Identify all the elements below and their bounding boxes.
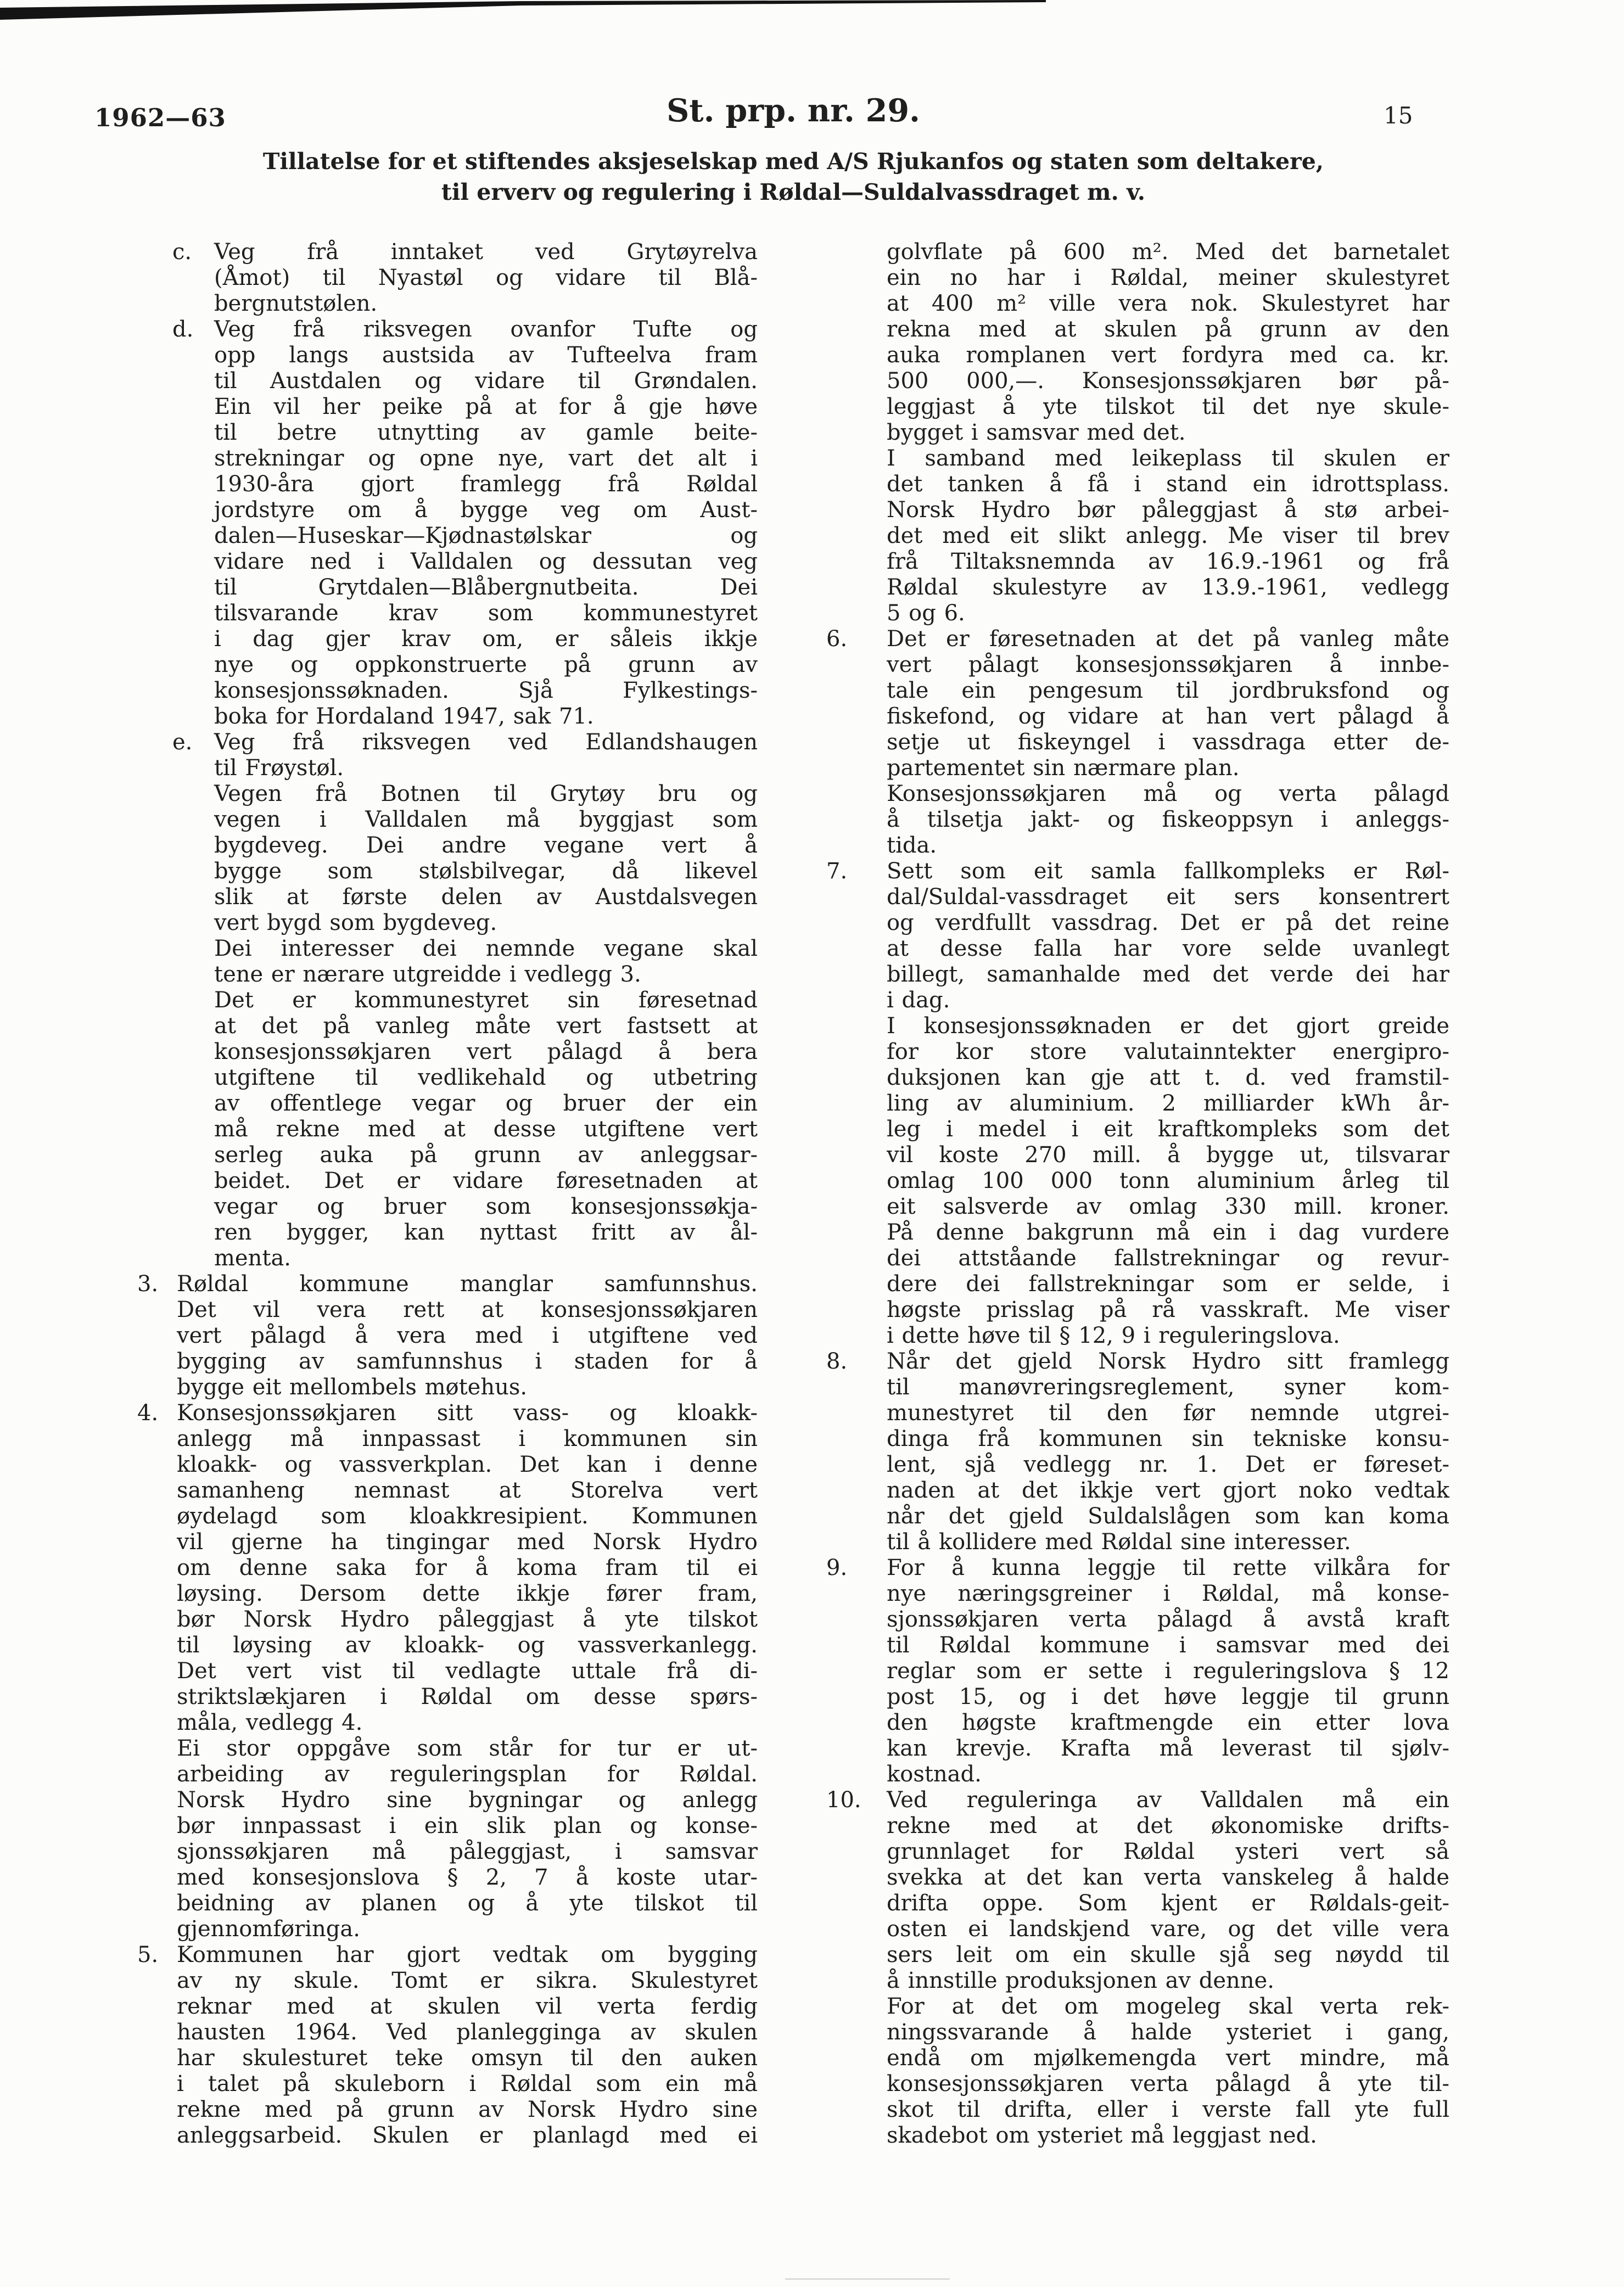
text-line: det tanken å få i stand ein idrottsplass. (887, 472, 1449, 497)
text-line: måla, vedlegg 4. (177, 1710, 363, 1735)
paragraph (214, 317, 758, 730)
item-marker: 10. (826, 1787, 861, 1813)
list-item (137, 317, 758, 730)
text-line: den høgste kraftmengde ein etter lova (887, 1710, 1449, 1735)
text-line: lent, sjå vedlegg nr. 1. Det er føreset- (887, 1452, 1449, 1477)
text-line: auka romplanen vert fordyra med ca. kr. (887, 343, 1449, 368)
text-line: osten ei landskjend vare, og det ville vera (887, 1916, 1449, 1942)
item-marker: d. (172, 317, 194, 342)
text-line: slik at første delen av Austdalsvegen (214, 884, 758, 910)
text-line: anlegg må innpassast i kommunen sin (177, 1426, 758, 1451)
text-line: Røldal skulestyre av 13.9.-1961, vedlegg (887, 575, 1449, 600)
text-line: Konsesjonssøkjaren sitt vass- og kloakk- (177, 1400, 758, 1426)
text-line: anleggsarbeid. Skulen er planlagd med ei (177, 2123, 758, 2148)
text-line: kostnad. (887, 1762, 982, 1787)
text-line: nye og oppkonstruerte på grunn av (214, 652, 758, 677)
paragraph (177, 1400, 758, 1736)
text-line: må rekne med at desse utgiftene vert (214, 1117, 758, 1142)
text-line: konsesjonssøkjaren verta pålagd å yte til- (887, 2071, 1449, 2097)
subtitle-line: til erverv og regulering i Røldal—Suldalvassdraget m. v. (441, 179, 1146, 205)
text-line: vil koste 270 mill. å bygge ut, tilsvarar (887, 1142, 1449, 1168)
text-line: tene er nærare utgreidde i vedlegg 3. (214, 962, 641, 987)
paragraph (887, 1013, 1449, 1349)
text-line: til manøvreringsreglement, syner kom- (887, 1375, 1449, 1400)
text-line: Veg frå riksvegen ved Edlandshaugen (214, 730, 758, 755)
text-line: dinga frå kommunen sin tekniske konsu- (887, 1426, 1449, 1451)
text-line: og verdfullt vassdrag. Det er på det reine (887, 910, 1449, 935)
item-marker: 4. (137, 1400, 159, 1426)
paragraph (214, 730, 758, 781)
text-line: av offentlege vegar og bruer der ein (214, 1091, 758, 1116)
text-line: 500 000,—. Konsesjonssøkjaren bør på- (887, 368, 1449, 394)
list-item (137, 1271, 758, 1400)
text-line: endå om mjølkemengda vert mindre, må (887, 2045, 1449, 2071)
text-line: menta. (214, 1246, 291, 1271)
text-line: opp langs austsida av Tufteelva fram (214, 343, 758, 368)
paragraph (214, 988, 758, 1271)
text-line: dal/Suldal-vassdraget eit sers konsentrert (887, 884, 1449, 910)
text-line: bygdeveg. Dei andre vegane vert å (214, 833, 758, 858)
text-line: sjonssøkjaren verta pålagd å avstå kraft (887, 1607, 1449, 1632)
text-line: konsesjonssøkjaren vert pålagd å bera (214, 1039, 758, 1064)
text-line: På denne bakgrunn må ein i dag vurdere (887, 1220, 1449, 1245)
text-line: Ved reguleringa av Valldalen må ein (887, 1787, 1449, 1813)
item-marker: 9. (826, 1555, 848, 1580)
text-line: til løysing av kloakk- og vassverkanlegg. (177, 1633, 758, 1658)
text-line: Det er kommunestyret sin føresetnad (214, 988, 758, 1013)
text-line: boka for Hordaland 1947, sak 71. (214, 704, 594, 729)
list-item (826, 626, 1449, 859)
text-line: bergnutstølen. (214, 291, 378, 316)
text-line: vil gjerne ha tingingar med Norsk Hydro (177, 1529, 758, 1555)
text-line: samanheng nemnast at Storelva vert (177, 1478, 758, 1503)
text-line: utgiftene til vedlikehald og utbetring (214, 1065, 758, 1090)
paragraph (214, 239, 758, 317)
list-item (826, 1555, 1449, 1787)
text-line: Det vert vist til vedlagte uttale frå di- (177, 1658, 758, 1684)
text-line: for kor store valutainntekter energipro- (887, 1039, 1449, 1064)
text-line: til Røldal kommune i samsvar med dei (887, 1633, 1449, 1658)
paragraph (887, 239, 1449, 446)
text-line: I samband med leikeplass til skulen er (887, 446, 1449, 471)
text-line: bør innpassast i ein slik plan og konse- (177, 1813, 758, 1838)
text-column-left (137, 239, 758, 2149)
text-line: i dette høve til § 12, 9 i reguleringslova. (887, 1323, 1340, 1348)
text-line: grunnlaget for Røldal ysteri vert så (887, 1839, 1449, 1864)
text-line: eit salsverde av omlag 330 mill. kroner. (887, 1194, 1449, 1219)
text-line: i dag. (887, 988, 950, 1013)
text-line: partementet sin nærmare plan. (887, 755, 1240, 781)
paragraph (887, 626, 1449, 781)
text-line: 5 og 6. (887, 601, 965, 626)
item-marker: 6. (826, 626, 848, 652)
item-marker: e. (172, 730, 193, 755)
list-item (826, 1787, 1449, 2149)
text-line: ling av aluminium. 2 milliarder kWh år- (887, 1091, 1449, 1116)
text-line: vegar og bruer som konsesjonssøkja- (214, 1194, 758, 1219)
text-line: setje ut fiskeyngel i vassdraga etter de- (887, 730, 1449, 755)
list-item (826, 1349, 1449, 1555)
text-line: I konsesjonssøknaden er det gjort greide (887, 1013, 1449, 1039)
text-line: at det på vanleg måte vert fastsett at (214, 1013, 758, 1039)
text-line: sers leit om ein skulle sjå seg nøydd til (887, 1942, 1449, 1968)
text-line: tale ein pengesum til jordbruksfond og (887, 678, 1449, 703)
scan-artifact-bottom (785, 2278, 950, 2280)
document-title: St. prp. nr. 29. (667, 92, 920, 129)
text-line: når det gjeld Suldalslågen som kan koma (887, 1504, 1449, 1529)
text-line: at 400 m² ville vera nok. Skulestyret har (887, 291, 1449, 316)
text-line: bygging av samfunnshus i staden for å (177, 1349, 758, 1374)
text-line: leg i medel i eit kraftkompleks som det (887, 1117, 1449, 1142)
text-line: drifta oppe. Som kjent er Røldals-geit- (887, 1891, 1449, 1916)
subtitle-line: Tillatelse for et stiftendes aksjeselskap med A/S Rjukanfos og staten som deltakere, (262, 148, 1324, 175)
text-line: vert bygd som bygdeveg. (214, 910, 497, 935)
text-line: hausten 1964. Ved planlegginga av skulen (177, 2020, 758, 2045)
text-line: fiskefond, og vidare at han vert pålagd å (887, 704, 1449, 729)
text-line: å tilsetja jakt- og fiskeoppsyn i anleggs- (887, 807, 1449, 832)
text-line: at desse falla har vore selde uvanlegt (887, 936, 1449, 961)
item-marker: 5. (137, 1942, 159, 1968)
text-line: om denne saka for å koma fram til ei (177, 1555, 758, 1580)
text-line: jordstyre om å bygge veg om Aust- (214, 497, 758, 523)
text-line: Ei stor oppgåve som står for tur er ut- (177, 1736, 758, 1761)
paragraph (887, 781, 1449, 859)
text-line: dere dei fallstrekningar som er selde, i (887, 1271, 1449, 1297)
paragraph (887, 1994, 1449, 2149)
text-line: billegt, samanhalde med det verde dei har (887, 962, 1449, 987)
text-line: til å kollidere med Røldal sine interesser. (887, 1529, 1351, 1555)
paragraph (214, 781, 758, 936)
text-line: Veg frå riksvegen ovanfor Tufte og (214, 317, 758, 342)
item-marker: 7. (826, 859, 848, 884)
text-line: ren bygger, kan nyttast fritt av ål- (214, 1220, 758, 1245)
text-line: konsesjonssøknaden. Sjå Fylkestings- (214, 678, 758, 703)
text-line: beidning av planen og å yte tilskot til (177, 1891, 758, 1916)
text-line: leggjast å yte tilskot til det nye skule- (887, 394, 1449, 419)
text-line: strekningar og opne nye, vart det alt i (214, 446, 758, 471)
list-item (137, 1400, 758, 1942)
text-line: 1930-åra gjort framlegg frå Røldal (214, 472, 758, 497)
scan-artifact-top (0, 0, 1049, 22)
text-line: frå Tiltaksnemnda av 16.9.-1961 og frå (887, 549, 1449, 574)
text-line: serleg auka på grunn av anleggsar- (214, 1142, 758, 1168)
list-item (826, 859, 1449, 1349)
text-line: beidet. Det er vidare føresetnaden at (214, 1168, 758, 1193)
text-line: naden at det ikkje vert gjort noko vedtak (887, 1478, 1449, 1503)
text-line: munestyret til den før nemnde utgrei- (887, 1400, 1449, 1426)
text-line: reglar som er sette i reguleringslova § 12 (887, 1658, 1449, 1684)
text-line: omlag 100 000 tonn aluminium årleg til (887, 1168, 1449, 1193)
text-line: dei attståande fallstrekningar og revur- (887, 1246, 1449, 1271)
text-line: tilsvarande krav som kommunestyret (214, 601, 758, 626)
text-line: ningssvarande å halde ysteriet i gang, (887, 2020, 1449, 2045)
text-line: svekka at det kan verta vanskeleg å halde (887, 1865, 1449, 1890)
session-label: 1962—63 (94, 103, 226, 132)
document-subtitle (211, 146, 1375, 208)
paragraph (887, 859, 1449, 1013)
text-line: løysing. Dersom dette ikkje fører fram, (177, 1581, 758, 1606)
list-item (826, 239, 1449, 626)
text-line: Når det gjeld Norsk Hydro sitt framlegg (887, 1349, 1449, 1374)
text-line: Sett som eit samla fallkompleks er Røl- (887, 859, 1449, 884)
text-line: til Frøystøl. (214, 755, 344, 781)
list-item (137, 1942, 758, 2149)
text-line: (Åmot) til Nyastøl og vidare til Blå- (214, 265, 758, 290)
text-line: i talet på skuleborn i Røldal som ein må (177, 2071, 758, 2097)
text-line: For å kunna leggje til rette vilkåra for (887, 1555, 1449, 1580)
text-line: til Austdalen og vidare til Grøndalen. (214, 368, 758, 394)
text-line: av ny skule. Tomt er sikra. Skulestyret (177, 1968, 758, 1993)
text-line: Kommunen har gjort vedtak om bygging (177, 1942, 758, 1968)
text-line: Konsesjonssøkjaren må og verta pålagd (887, 781, 1449, 806)
text-line: bygge som stølsbilvegar, då likevel (214, 859, 758, 884)
item-marker: c. (172, 239, 192, 265)
text-line: striktslækjaren i Røldal om desse spørs- (177, 1684, 758, 1709)
paragraph (177, 1736, 758, 1942)
text-line: bør Norsk Hydro påleggjast å yte tilskot (177, 1607, 758, 1632)
list-item (137, 730, 758, 1271)
text-line: høgste prisslag på rå vasskraft. Me viser (887, 1297, 1449, 1322)
text-line: nye næringsgreiner i Røldal, må konse- (887, 1581, 1449, 1606)
paragraph (887, 1349, 1449, 1555)
text-line: post 15, og i det høve leggje til grunn (887, 1684, 1449, 1709)
text-line: Norsk Hydro sine bygningar og anlegg (177, 1787, 758, 1813)
text-line: Norsk Hydro bør påleggjast å stø arbei- (887, 497, 1449, 523)
text-line: sjonssøkjaren må påleggjast, i samsvar (177, 1839, 758, 1864)
text-line: rekna med at skulen på grunn av den (887, 317, 1449, 342)
paragraph (214, 936, 758, 988)
text-line: bygge eit mellombels møtehus. (177, 1375, 528, 1400)
text-line: Veg frå inntaket ved Grytøyrelva (214, 239, 758, 265)
text-line: kloakk- og vassverkplan. Det kan i denne (177, 1452, 758, 1477)
text-line: vegen i Valldalen må byggjast som (214, 807, 758, 832)
paragraph (887, 446, 1449, 626)
list-item (137, 239, 758, 317)
text-line: øydelagd som kloakkresipient. Kommunen (177, 1504, 758, 1529)
text-line: Vegen frå Botnen til Grytøy bru og (214, 781, 758, 806)
text-line: Det vil vera rett at konsesjonssøkjaren (177, 1297, 758, 1322)
text-line: Det er føresetnaden at det på vanleg måte (887, 626, 1449, 652)
paragraph (887, 1787, 1449, 1994)
text-line: vert pålagd å vera med i utgiftene ved (177, 1323, 758, 1348)
text-line: det med eit slikt anlegg. Me viser til brev (887, 523, 1449, 548)
text-line: golvflate på 600 m². Med det barnetalet (887, 239, 1449, 265)
text-line: å innstille produksjonen av denne. (887, 1968, 1274, 1993)
text-line: tida. (887, 833, 937, 858)
paragraph (177, 1271, 758, 1400)
text-line: Dei interesser dei nemnde vegane skal (214, 936, 758, 961)
text-line: dalen—Huseskar—Kjødnastølskar og (214, 523, 758, 548)
text-line: vert pålagt konsesjonssøkjaren å innbe- (887, 652, 1449, 677)
paragraph (887, 1555, 1449, 1787)
text-line: reknar med at skulen vil verta ferdig (177, 1994, 758, 2019)
text-line: skadebot om ysteriet må leggjast ned. (887, 2123, 1317, 2148)
text-line: Røldal kommune manglar samfunnshus. (177, 1271, 758, 1297)
text-line: duksjonen kan gje att t. d. ved framstil- (887, 1065, 1449, 1090)
text-line: rekne med på grunn av Norsk Hydro sine (177, 2097, 758, 2122)
text-line: i dag gjer krav om, er såleis ikkje (214, 626, 758, 652)
text-line: har skulesturet teke omsyn til den auken (177, 2045, 758, 2071)
text-line: kan krevje. Krafta må leverast til sjølv- (887, 1736, 1449, 1761)
text-line: til betre utnytting av gamle beite- (214, 420, 758, 445)
item-marker: 8. (826, 1349, 848, 1374)
text-column-right (826, 239, 1449, 2149)
text-line: Ein vil her peike på at for å gje høve (214, 394, 758, 419)
text-line: rekne med at det økonomiske drifts- (887, 1813, 1449, 1838)
item-marker: 3. (137, 1271, 159, 1297)
text-line: arbeiding av reguleringsplan for Røldal. (177, 1762, 758, 1787)
text-line: med konsesjonslova § 2, 7 å koste utar- (177, 1865, 758, 1890)
text-line: bygget i samsvar med det. (887, 420, 1186, 445)
text-line: gjennomføringa. (177, 1916, 360, 1942)
text-line: vidare ned i Valldalen og dessutan veg (214, 549, 758, 574)
text-line: til Grytdalen—Blåbergnutbeita. Dei (214, 575, 758, 600)
paragraph (177, 1942, 758, 2149)
page-number: 15 (1384, 102, 1413, 129)
text-line: For at det om mogeleg skal verta rek- (887, 1994, 1449, 2019)
text-line: ein no har i Røldal, meiner skulestyret (887, 265, 1449, 290)
text-line: skot til drifta, eller i verste fall yte full (887, 2097, 1449, 2122)
